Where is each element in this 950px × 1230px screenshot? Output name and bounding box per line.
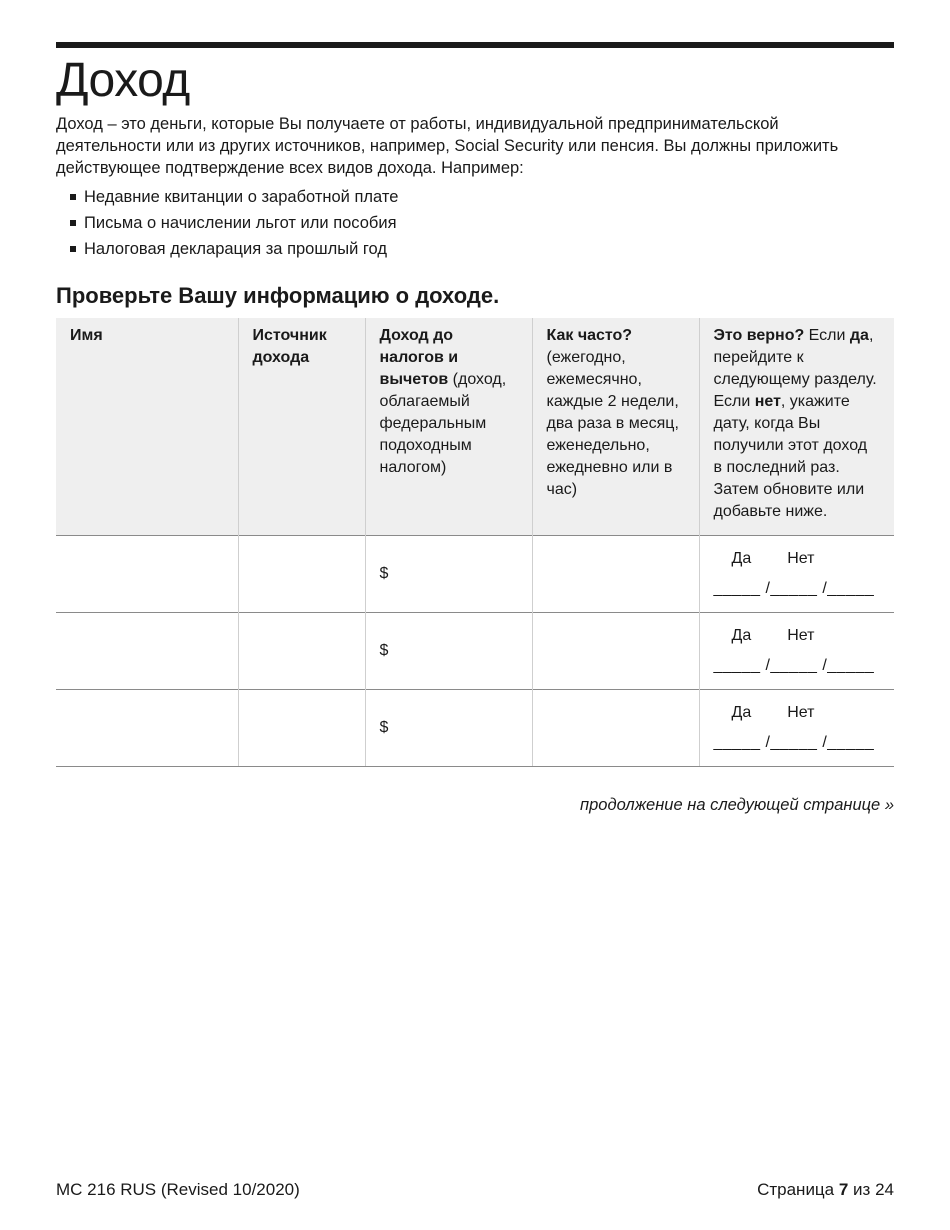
section-title: Проверьте Вашу информацию о доходе.: [56, 283, 500, 308]
date-field[interactable]: _____ /_____ /_____: [713, 656, 875, 674]
correct-cell: [699, 612, 894, 689]
income-proof-list: [70, 184, 398, 262]
list-item: Налоговая декларация за прошлый год: [70, 236, 398, 262]
date-field[interactable]: _____ /_____ /_____: [713, 579, 875, 597]
yes-option[interactable]: Да: [731, 549, 752, 567]
page-title: Доход: [56, 54, 190, 107]
income-cell[interactable]: [365, 689, 532, 766]
page-number: Страница 7 из 24: [757, 1180, 894, 1199]
table-row: [56, 535, 894, 612]
correct-cell: [699, 535, 894, 612]
frequency-cell[interactable]: [532, 612, 699, 689]
list-item: Недавние квитанции о заработной плате: [70, 184, 398, 210]
no-option[interactable]: Нет: [787, 626, 815, 644]
name-cell[interactable]: [56, 689, 238, 766]
bullet-square-icon: [70, 246, 76, 252]
form-id: MC 216 RUS (Revised 10/2020): [56, 1180, 300, 1199]
dollar-sign: $: [379, 564, 389, 582]
source-cell[interactable]: [238, 612, 365, 689]
yes-option[interactable]: Да: [731, 626, 752, 644]
no-option[interactable]: Нет: [787, 703, 815, 721]
name-cell[interactable]: [56, 535, 238, 612]
yes-option[interactable]: Да: [731, 703, 752, 721]
income-cell[interactable]: [365, 612, 532, 689]
intro-text: Доход – это деньги, которые Вы получаете от работы, индивидуальной предпринимательской деятельности или из других источников, например, Social Security или пенсия. Вы должны приложить действующее подтверждение всех видов дохода. Например:: [56, 115, 839, 177]
top-rule: [56, 42, 894, 48]
dollar-sign: $: [379, 641, 389, 659]
no-option[interactable]: Нет: [787, 549, 815, 567]
frequency-cell[interactable]: [532, 689, 699, 766]
date-field[interactable]: _____ /_____ /_____: [713, 733, 875, 751]
source-cell[interactable]: [238, 689, 365, 766]
header-source: Источник дохода: [238, 318, 365, 535]
table-row: [56, 689, 894, 766]
correct-cell: [699, 689, 894, 766]
income-cell[interactable]: [365, 535, 532, 612]
dollar-sign: $: [379, 718, 389, 736]
header-income: Доход до налогов и вычетов (доход, облагаемый федеральным подоходным налогом): [365, 318, 532, 535]
income-table: [56, 318, 894, 767]
header-frequency: Как часто? (ежегодно, ежемесячно, каждые 2 недели, два раза в месяц, еженедельно, ежедневно или в час): [532, 318, 699, 535]
table-row: [56, 612, 894, 689]
bullet-square-icon: [70, 194, 76, 200]
list-item: Письма о начислении льгот или пособия: [70, 210, 398, 236]
header-name: Имя: [56, 318, 238, 535]
name-cell[interactable]: [56, 612, 238, 689]
bullet-square-icon: [70, 220, 76, 226]
frequency-cell[interactable]: [532, 535, 699, 612]
header-correct: Это верно? Если да, перейдите к следующему разделу. Если нет, укажите дату, когда Вы получили этот доход в последний раз. Затем обновите или добавьте ниже.: [699, 318, 894, 535]
continue-note: продолжение на следующей странице »: [580, 796, 894, 814]
source-cell[interactable]: [238, 535, 365, 612]
table-header-row: [56, 318, 894, 535]
